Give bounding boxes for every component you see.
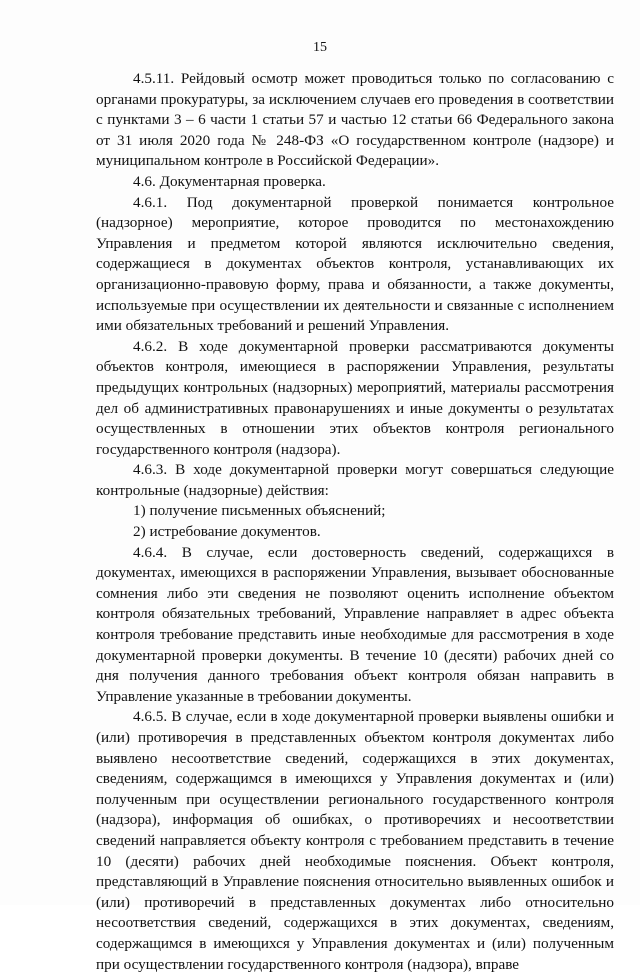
paragraph-4-6-heading: 4.6. Документарная проверка. xyxy=(133,172,326,190)
paragraph-4-6-1: 4.6.1. Под документарной проверкой понимается контрольное (надзорное) мероприятие, которое проводится по местонахождению Управления и предметом которой являются исключительно сведения, содержащиеся в документах объектов контроля, устанавливающих их организационно-правовую форму, права и обязанности, а также документы, используемые при осуществлении их деятельности и связанные с исполнением ими обязательных требований и решений Управления. xyxy=(96,193,614,335)
page-number: 15 xyxy=(313,40,327,55)
paragraph-4-6-5: 4.6.5. В случае, если в ходе документарной проверки выявлены ошибки и (или) противоречия в представленных объектом контроля документах либо выявлено несоответствие сведений, содержащихся в этих документах, сведениям, содержащимся в имеющихся у Управления документах и (или) полученным при осуществлении регионального государственного контроля (надзора), информация об ошибках, о противоречиях и несоответствии сведений направляется объекту контроля с требованием представить в течение 10 (десяти) рабочих дней необходимые пояснения. Объект контроля, представляющий в Управление пояснения относительно выявленных ошибок и (или) противоречий в представленных документах либо относительно несоответствия сведений, содержащихся в этих документах, сведениям, содержащимся в имеющихся у Управления документах и (или) полученным при осуществлении государственного контроля (надзора), вправе xyxy=(96,708,614,973)
paragraph-4-5-11: 4.5.11. Рейдовый осмотр может проводиться только по согласованию с органами прокуратуры, за исключением случаев его проведения в соответствии с пунктами 3 – 6 части 1 статьи 57 и частью 12 статьи 66 Федерального закона от 31 июля 2020 года № 248-ФЗ «О государственном контроле (надзоре) и муниципальном контроле в Российской Федерации». xyxy=(96,70,614,170)
paragraph-4-6-4: 4.6.4. В случае, если достоверность сведений, содержащихся в документах, имеющихся в распоряжении Управления, вызывает обоснованные сомнения либо эти сведения не позволяют оценить исполнение объектом контроля обязательных требований, Управление направляет в адрес объекта контроля требование представить иные необходимые для рассмотрения в ходе документарной проверки документы. В течение 10 (десяти) рабочих дней со дня получения данного требования объект контроля обязан направить в Управление указанные в требовании документы. xyxy=(96,543,614,705)
list-item-1: 1) получение письменных объяснений; xyxy=(133,502,386,520)
list-item-2: 2) истребование документов. xyxy=(133,523,321,541)
paragraph-4-6-3: 4.6.3. В ходе документарной проверки могут совершаться следующие контрольные (надзорные) действия: xyxy=(96,461,614,499)
document-body xyxy=(96,69,614,975)
paragraph-4-6-2: 4.6.2. В ходе документарной проверки рассматриваются документы объектов контроля, имеющиеся в распоряжении Управления, результаты предыдущих контрольных (надзорных) мероприятий, материалы рассмотрения дел об административных правонарушениях и иные документы о результатах осуществленных в отношении этих объектов контроля регионального государственного контроля (надзора). xyxy=(96,337,614,458)
